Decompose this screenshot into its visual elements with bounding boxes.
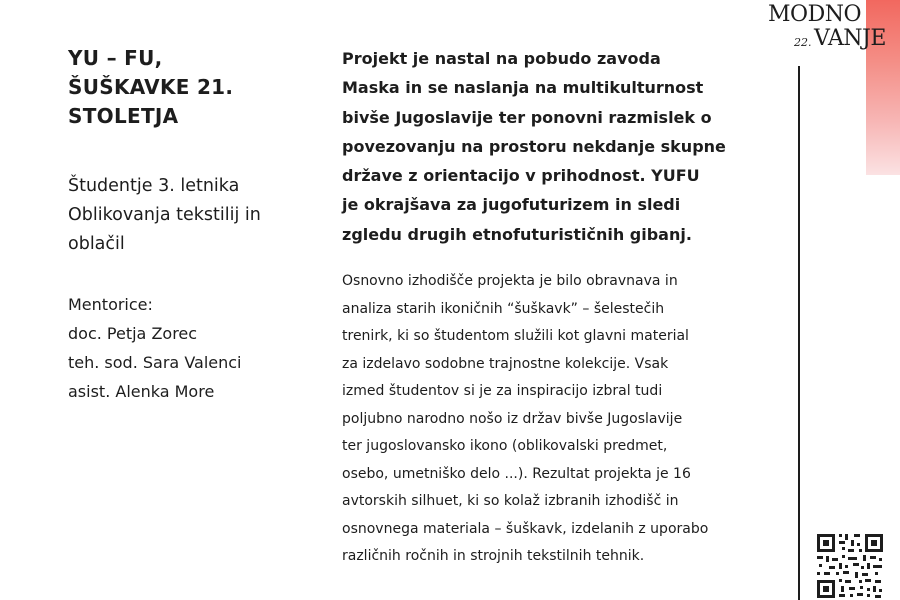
logo-number: 22. xyxy=(794,36,812,49)
mentor-name: doc. Petja Zorec xyxy=(68,324,198,343)
qr-code-icon[interactable] xyxy=(815,532,885,600)
logo-word-2: VANJE xyxy=(814,26,886,51)
project-title: YU – FU, ŠUŠKAVKE 21. STOLETJA xyxy=(68,46,234,128)
brand-logo xyxy=(768,2,888,54)
mentors-block xyxy=(68,290,318,406)
vertical-divider xyxy=(798,66,800,600)
logo-word-1: MODNO xyxy=(768,2,861,27)
mentor-name: teh. sod. Sara Valenci xyxy=(68,353,242,372)
lead-paragraph: Projekt je nastal na pobudo zavoda Maska in se naslanja na multikulturnost bivše Jugoslavije ter ponovni razmislek o povezovanju na prostoru nekdanje skupne države z orientacijo v prihodnost. YUFU je okrajšava za jugofuturizem in sledi zgledu drugih etnofuturističnih gibanj. xyxy=(342,49,726,244)
mentor-name: asist. Alenka More xyxy=(68,382,215,401)
body-paragraph: Osnovno izhodišče projekta je bilo obravnava in analiza starih ikoničnih “šuškavk” – šelestečih trenirk, ki so študentom služili kot glavni material za izdelavo sodobne trajnostne kolekcije. Vsak izmed študentov si je za inspiracijo izbral tudi poljubno narodno nošo iz držav bivše Jugoslavije ter jugoslovansko ikono (oblikovalski predmet, osebo, umetniško delo ...). Rezultat projekta je 16 avtorskih silhuet, ki so kolaž izbranih izhodišč in osnovnega materiala – šuškavk, izdelanih z uporabo različnih ročnih in strojnih tekstilnih tehnik. xyxy=(342,273,709,564)
project-subtitle: Študentje 3. letnika Oblikovanja tekstilij in oblačil xyxy=(68,176,261,254)
mentors-heading: Mentorice: xyxy=(68,295,153,314)
